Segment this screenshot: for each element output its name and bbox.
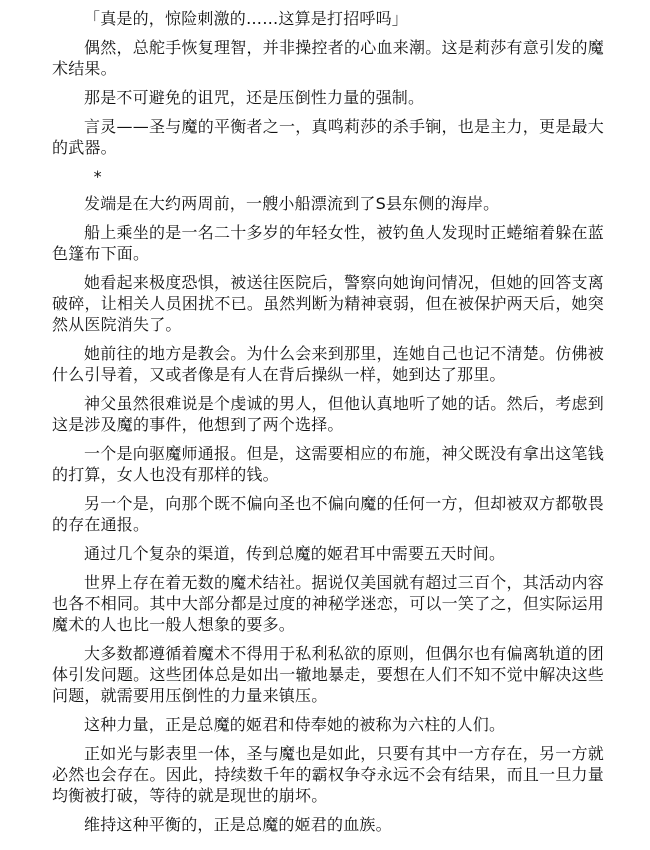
paragraph-10: 一个是向驱魔师通报。但是，这需要相应的布施，神父既没有拿出这笔钱的打算，女人也没有那样的钱。: [52, 444, 604, 484]
paragraph-14: 大多数都遵循着魔术不得用于私利私欲的原则，但偶尔也有偏离轨道的团体引发问题。这些团体总是如出一辙地暴走，要想在人们不知不觉中解决这些问题，就需要用压倒性的力量来镇压。: [52, 644, 604, 705]
paragraph-17: 维持这种平衡的，正是总魔的姬君的血族。: [84, 815, 392, 834]
paragraph-13: 世界上存在着无数的魔术结社。据说仅美国就有超过三百个，其活动内容也各不相同。其中大部分都是过度的神秘学迷恋，可以一笑了之，但实际运用魔术的人也比一般人想象的要多。: [52, 573, 604, 634]
paragraph-4: 言灵——圣与魔的平衡者之一，真鸣莉莎的杀手锏，也是主力，更是最大的武器。: [52, 117, 604, 157]
paragraph-1: 「真是的，惊险刺激的……这算是打招呼吗」: [84, 9, 409, 28]
paragraph-12: 通过几个复杂的渠道，传到总魔的姬君耳中需要五天时间。: [84, 544, 506, 563]
paragraph-8: 她前往的地方是教会。为什么会来到那里，连她自己也记不清楚。仿佛被什么引导着，又或者像是有人在背后操纵一样，她到达了那里。: [52, 344, 604, 384]
paragraph-11: 另一个是，向那个既不偏向圣也不偏向魔的任何一方，但却被双方都敬畏的存在通报。: [52, 494, 604, 534]
paragraph-2: 偶然，总舵手恢复理智，并非操控者的心血来潮。这是莉莎有意引发的魔术结果。: [52, 38, 604, 78]
paragraph-7: 她看起来极度恐惧，被送往医院后，警察向她询问情况，但她的回答支离破碎，让相关人员困扰不已。虽然判断为精神衰弱，但在被保护两天后，她突然从医院消失了。: [52, 273, 604, 334]
paragraph-9: 神父虽然很难说是个虔诚的男人，但他认真地听了她的话。然后，考虑到这是涉及魔的事件，他想到了两个选择。: [52, 394, 604, 434]
paragraph-6: 船上乘坐的是一名二十多岁的年轻女性，被钓鱼人发现时正蜷缩着躲在蓝色篷布下面。: [52, 223, 604, 263]
paragraph-3: 那是不可避免的诅咒，还是压倒性力量的强制。: [84, 88, 425, 107]
paragraph-16: 正如光与影表里一体，圣与魔也是如此，只要有其中一方存在，另一方就必然也会存在。因此，持续数千年的霸权争夺永远不会有结果，而且一旦力量均衡被打破，等待的就是现世的崩坏。: [52, 744, 604, 805]
section-divider: *: [93, 167, 102, 186]
paragraph-5: 发端是在大约两周前，一艘小船漂流到了S县东侧的海岸。: [84, 194, 500, 213]
paragraph-15: 这种力量，正是总魔的姬君和侍奉她的被称为六柱的人们。: [84, 715, 506, 734]
